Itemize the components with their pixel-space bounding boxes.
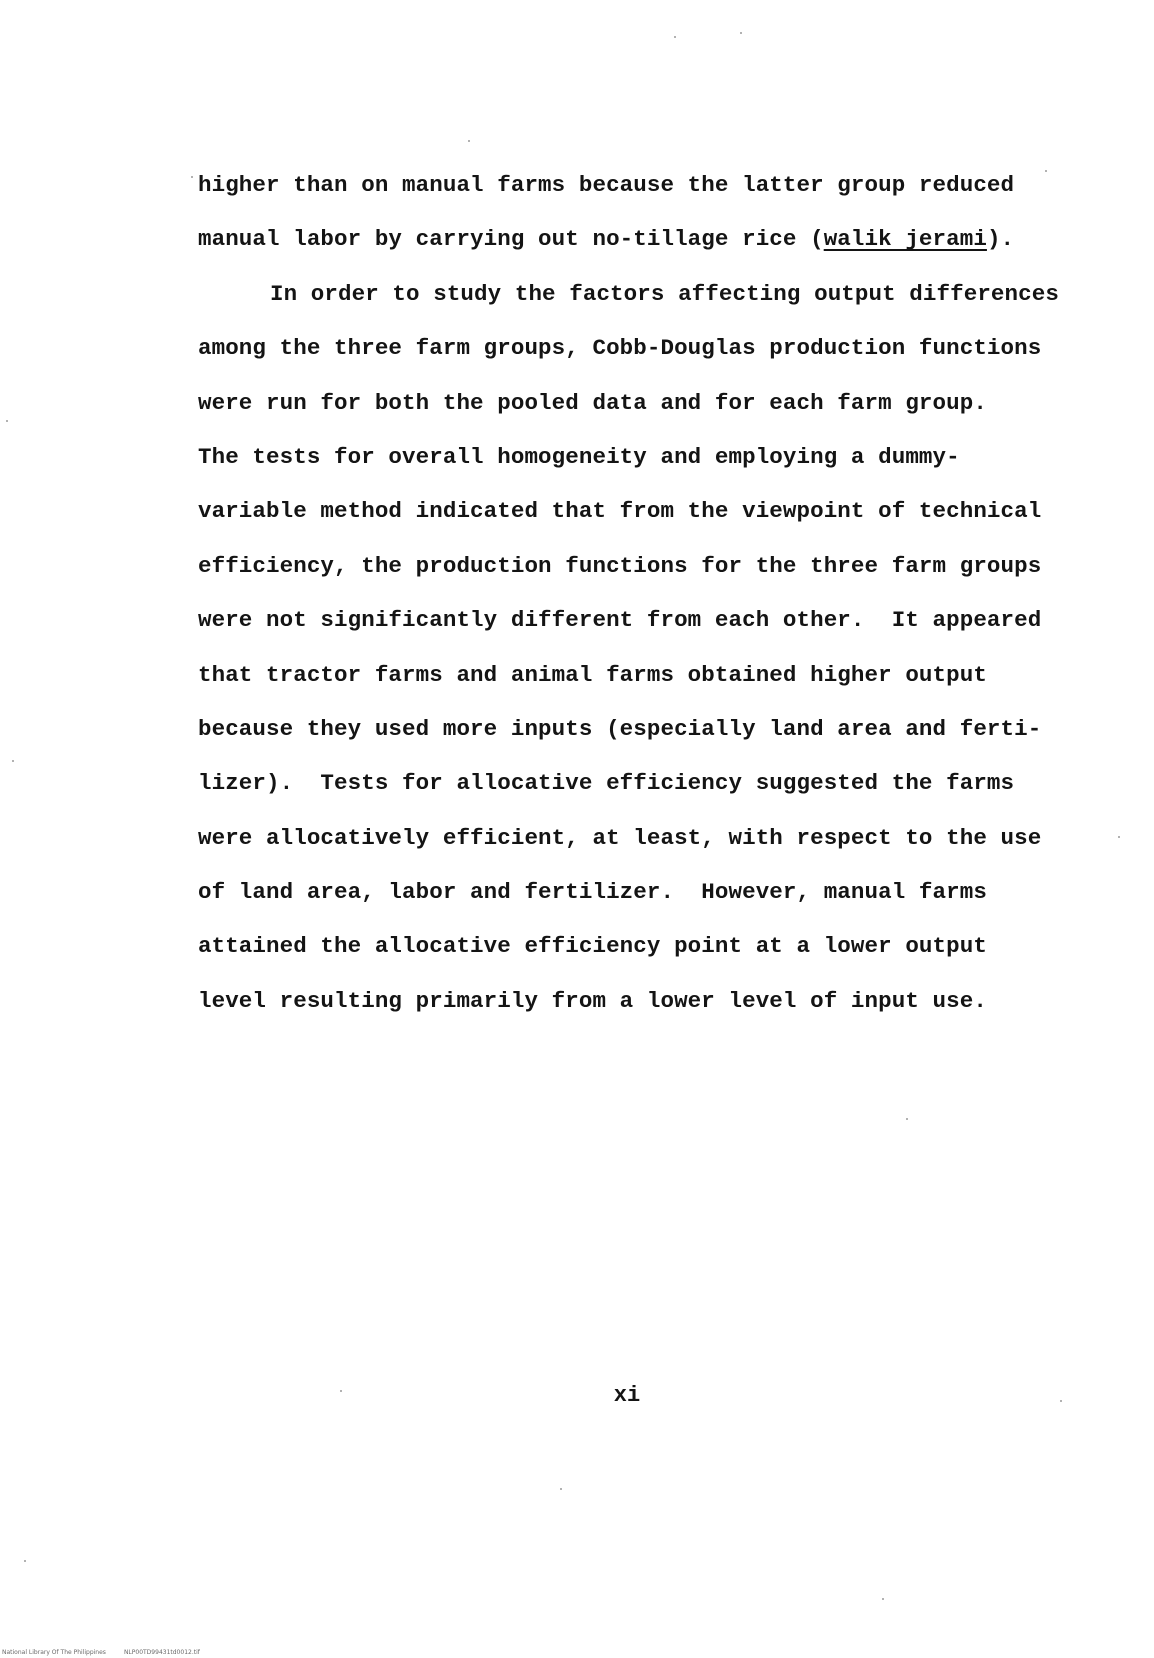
scan-speck	[740, 32, 742, 34]
italic-term: walik jerami	[823, 226, 987, 253]
text-segment: manual labor by carrying out no-tillage rice (	[198, 226, 824, 253]
scan-speck	[1060, 1400, 1062, 1402]
scan-speck	[468, 140, 470, 142]
scan-speck	[882, 1598, 884, 1600]
scan-speck	[191, 176, 193, 178]
scan-speck	[906, 1118, 908, 1120]
scan-footer	[2, 1649, 200, 1656]
body-text	[198, 158, 1098, 1028]
text-line: of land area, labor and fertilizer. However, manual farms	[198, 879, 987, 906]
text-line: The tests for overall homogeneity and employing a dummy-	[198, 443, 960, 470]
text-line: lizer). Tests for allocative efficiency suggested the farms	[198, 770, 1015, 797]
paragraph-start-line: In order to study the factors affecting output differences	[270, 280, 1059, 307]
text-line: efficiency, the production functions for the three farm groups	[198, 552, 1042, 579]
text-line: were allocatively efficient, at least, with respect to the use	[198, 824, 1042, 851]
text-line: higher than on manual farms because the latter group reduced	[198, 172, 1015, 198]
text-line: variable method indicated that from the viewpoint of technical	[198, 498, 1042, 525]
text-line: because they used more inputs (especially land area and ferti-	[198, 715, 1042, 742]
scan-speck	[674, 36, 676, 38]
scan-speck	[340, 1390, 342, 1392]
text-line: among the three farm groups, Cobb-Douglas production functions	[198, 335, 1042, 362]
scan-speck	[560, 1488, 562, 1490]
text-line: attained the allocative efficiency point at a lower output	[198, 933, 987, 960]
scan-speck	[1045, 170, 1047, 172]
library-credit: National Library Of The Philippines	[2, 1649, 106, 1656]
scan-filename: NLP00TD99431td0012.tif	[123, 1649, 200, 1656]
text-segment: ).	[986, 226, 1015, 253]
scan-speck	[1118, 836, 1120, 838]
page-number: xi	[613, 1383, 641, 1408]
text-line	[198, 212, 1098, 266]
text-line: were run for both the pooled data and for each farm group.	[198, 389, 987, 416]
text-line: that tractor farms and animal farms obtained higher output	[198, 661, 987, 688]
scan-speck	[24, 1560, 26, 1562]
text-line: level resulting primarily from a lower level of input use.	[198, 987, 987, 1014]
text-line: were not significantly different from each other. It appeared	[198, 607, 1042, 634]
scan-speck	[12, 760, 14, 762]
scan-speck	[6, 420, 8, 422]
